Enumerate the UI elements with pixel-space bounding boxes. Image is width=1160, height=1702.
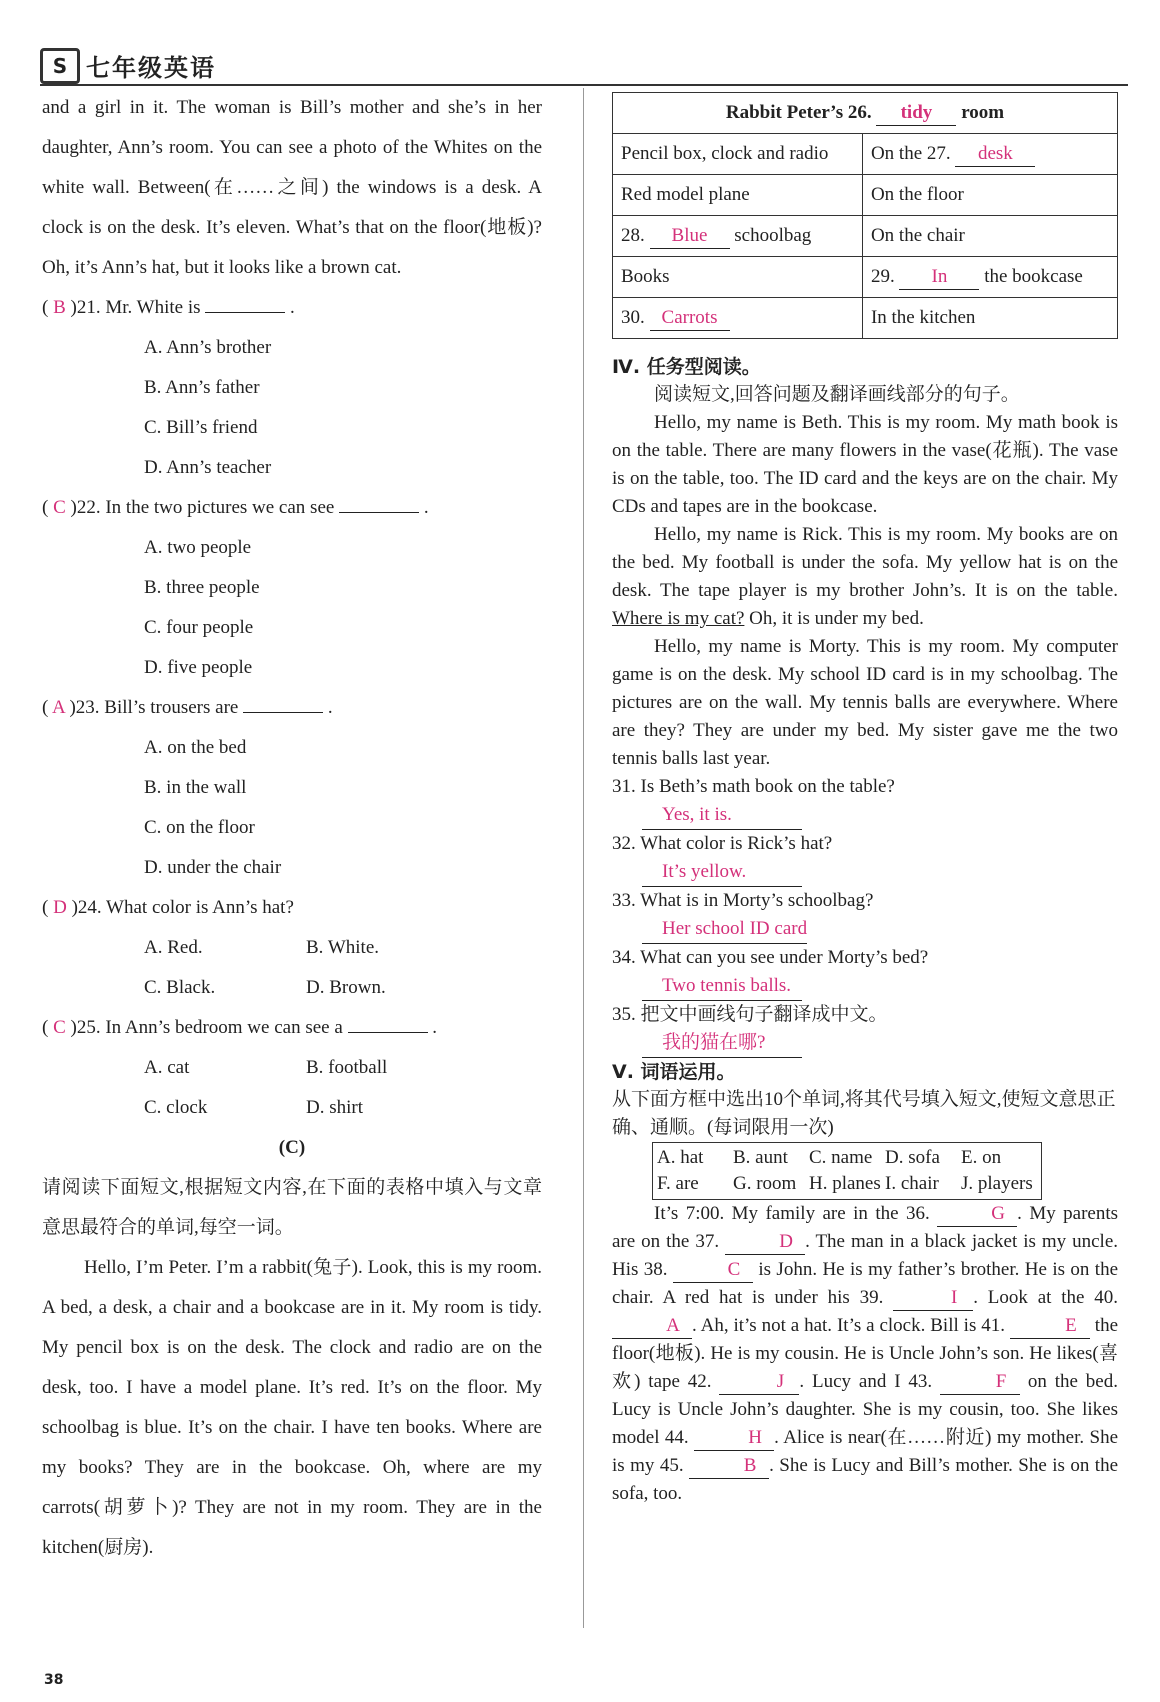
option: A. on the bed (144, 737, 247, 758)
answer-29: In (899, 266, 979, 290)
page-header (40, 44, 1128, 86)
answer-24: D (53, 897, 67, 918)
table-row: 28. Blue schoolbag On the chair (613, 216, 1118, 257)
stem-24: )24. What color is Ann’s hat? (71, 897, 294, 918)
table-row: Books 29. In the bookcase (613, 257, 1118, 298)
option: C. Black. (144, 977, 216, 998)
option: A. two people (144, 537, 252, 558)
qa-35: 35. 把文中画线句子翻译成中文。 我的猫在哪? (612, 1001, 1118, 1058)
stem-25: )25. In Ann’s bedroom we can see a (70, 1017, 343, 1038)
publisher-logo: S (40, 48, 80, 84)
passage-b-text: and a girl in it. The woman is Bill’s mother and she’s in her daughter, Ann’s room. You can see a photo of the Whites on the white wall. Between(在……之间) the windows is a desk. A clock is on the desk. It’s eleven. What’s that on the floor(地板)? Oh, it’s Ann’s hat, but it looks like a brown cat. (42, 97, 542, 278)
question-21: ( B )21. Mr. White is . A. Ann’s brother B. Ann’s father C. Bill’s friend D. Ann’s teacher (42, 288, 542, 488)
stem-23: )23. Bill’s trousers are (69, 697, 239, 718)
stem-22: )22. In the two pictures we can see (70, 497, 335, 518)
option: C. Bill’s friend (144, 417, 258, 438)
section-5-instructions: 从下面方框中选出10个单词,将其代号填入短文,使短文意思正确、通顺。(每词限用一次) (612, 1089, 1116, 1138)
option: B. football (306, 1057, 388, 1078)
question-22: ( C )22. In the two pictures we can see . A. two people B. three people C. four people D. five people (42, 488, 542, 688)
question-25: ( C )25. In Ann’s bedroom we can see a . A. cat B. football C. clock D. shirt (42, 1008, 542, 1128)
answer-27: desk (955, 143, 1035, 167)
answer-22: C (53, 497, 66, 518)
answer-33: Her school ID card (642, 915, 807, 944)
word-box: A. hat B. aunt C. name D. sofa E. on F. are G. room H. planes I. chair J. players (652, 1142, 1042, 1200)
answer-43: F (940, 1371, 1020, 1395)
section-c-instructions: 请阅读下面短文,根据短文内容,在下面的表格中填入与文章意思最符合的单词,每空一词。 (42, 1177, 542, 1238)
option: B. White. (306, 937, 380, 958)
section-4-instructions: 阅读短文,回答问题及翻译画线部分的句子。 (654, 384, 1020, 405)
rabbit-room-table (612, 92, 1118, 339)
answer-31: Yes, it is. (642, 801, 802, 830)
passage-beth: Hello, my name is Beth. This is my room. My math book is on the table. There are many flowers in the vase(花瓶). The vase is on the table, too. The ID card and the keys are on the chair. My CDs and tapes are in the bookcase. (612, 412, 1118, 517)
option: D. under the chair (144, 857, 282, 878)
answer-32: It’s yellow. (642, 858, 802, 887)
cloze-passage: It’s 7:00. My family are in the 36. G . My parents are on the 37. D . The man in a black jacket is my uncle. His 38. C is John. He is my father’s brother. He is on the chair. A red hat is under his 39. I . Look at the 40. A . Ah, it’s not a hat. It’s a clock. Bill is 41. E the floor(地板). He is my cousin. He is Uncle John’s son. He likes(喜欢) tape 42. J . Lucy and I 43. F on the bed. Lucy is Uncle John’s daughter. She is my cousin, too. She likes model 44. H . Alice is near(在……附近) my mother. She is my 45. B . She is Lucy and Bill’s mother. She is on the sofa, too. (612, 1203, 1119, 1504)
answer-28: Blue (650, 225, 730, 249)
answer-41: E (1010, 1315, 1090, 1339)
option: A. cat (144, 1057, 190, 1078)
stem-21: )21. Mr. White is (70, 297, 201, 318)
column-divider (583, 88, 584, 1628)
question-24: ( D )24. What color is Ann’s hat? A. Red. B. White. C. Black. D. Brown. (42, 888, 542, 1008)
answer-39: I (893, 1287, 973, 1311)
answer-36: G (937, 1203, 1017, 1227)
table-row: 30. Carrots In the kitchen (613, 298, 1118, 339)
option: B. three people (144, 577, 260, 598)
option: C. clock (144, 1097, 208, 1118)
answer-23: A (52, 697, 65, 718)
section-c-title: (C) (278, 1137, 306, 1158)
underlined-sentence: Where is my cat? (612, 608, 745, 629)
answer-40: A (612, 1315, 692, 1339)
option: D. five people (144, 657, 253, 678)
table-title: Rabbit Peter’s 26. tidy room (613, 93, 1118, 134)
qa-33: 33. What is in Morty’s schoolbag? Her school ID card (612, 887, 1118, 944)
table-row: Red model plane On the floor (613, 175, 1118, 216)
answer-38: C (673, 1259, 753, 1283)
answer-34: Two tennis balls. (642, 972, 802, 1001)
answer-35: 我的猫在哪? (642, 1029, 802, 1058)
qa-32: 32. What color is Rick’s hat? It’s yellow. (612, 830, 1118, 887)
section-4-title: Ⅳ. 任务型阅读。 (612, 356, 761, 378)
answer-26: tidy (876, 102, 956, 126)
left-column (42, 88, 542, 1568)
answer-45: B (689, 1455, 769, 1479)
book-title: 七年级英语 (86, 54, 216, 82)
option: A. Ann’s brother (144, 337, 272, 358)
passage-morty: Hello, my name is Morty. This is my room. My computer game is on the desk. My school ID card is in my schoolbag. The pictures are on the wall. My tennis balls are everywhere. Where are they? They are under my bed. My sister gave me the two tennis balls last year. (612, 636, 1118, 769)
section-5-title: Ⅴ. 词语运用。 (612, 1061, 736, 1083)
option: A. Red. (144, 937, 203, 958)
option: C. on the floor (144, 817, 255, 838)
option: C. four people (144, 617, 254, 638)
table-row: Pencil box, clock and radio On the 27. desk (613, 134, 1118, 175)
answer-44: H (694, 1427, 774, 1451)
question-23: ( A )23. Bill’s trousers are . A. on the bed B. in the wall C. on the floor D. under the chair (42, 688, 542, 888)
option: D. shirt (306, 1097, 363, 1118)
qa-34: 34. What can you see under Morty’s bed? Two tennis balls. (612, 944, 1118, 1001)
answer-30: Carrots (650, 307, 730, 331)
qa-31: 31. Is Beth’s math book on the table? Yes, it is. (612, 773, 1118, 830)
right-column (612, 88, 1118, 1508)
option: D. Brown. (306, 977, 386, 998)
option: B. in the wall (144, 777, 247, 798)
option: B. Ann’s father (144, 377, 260, 398)
option: D. Ann’s teacher (144, 457, 272, 478)
answer-25: C (53, 1017, 66, 1038)
answer-21: B (53, 297, 66, 318)
page-number: 38 (44, 1672, 64, 1688)
passage-rick: Hello, my name is Rick. This is my room. My books are on the bed. My football is under the sofa. My yellow hat is on the desk. The tape player is my brother John’s. It is on the table. Where is my cat? Oh, it is under my bed. (612, 524, 1118, 629)
answer-42: J (719, 1371, 799, 1395)
answer-37: D (725, 1231, 805, 1255)
passage-c-text: Hello, I’m Peter. I’m a rabbit(兔子). Look, this is my room. A bed, a desk, a chair and a bookcase are in it. My room is tidy. My pencil box is on the desk. The clock and radio are on the desk, too. I have a model plane. It’s red. It’s on the floor. My schoolbag is blue. It’s on the chair. I have ten books. Where are my books? They are in the bookcase. Oh, where are my carrots(胡萝卜)? They are not in my room. They are in the kitchen(厨房). (42, 1257, 542, 1558)
